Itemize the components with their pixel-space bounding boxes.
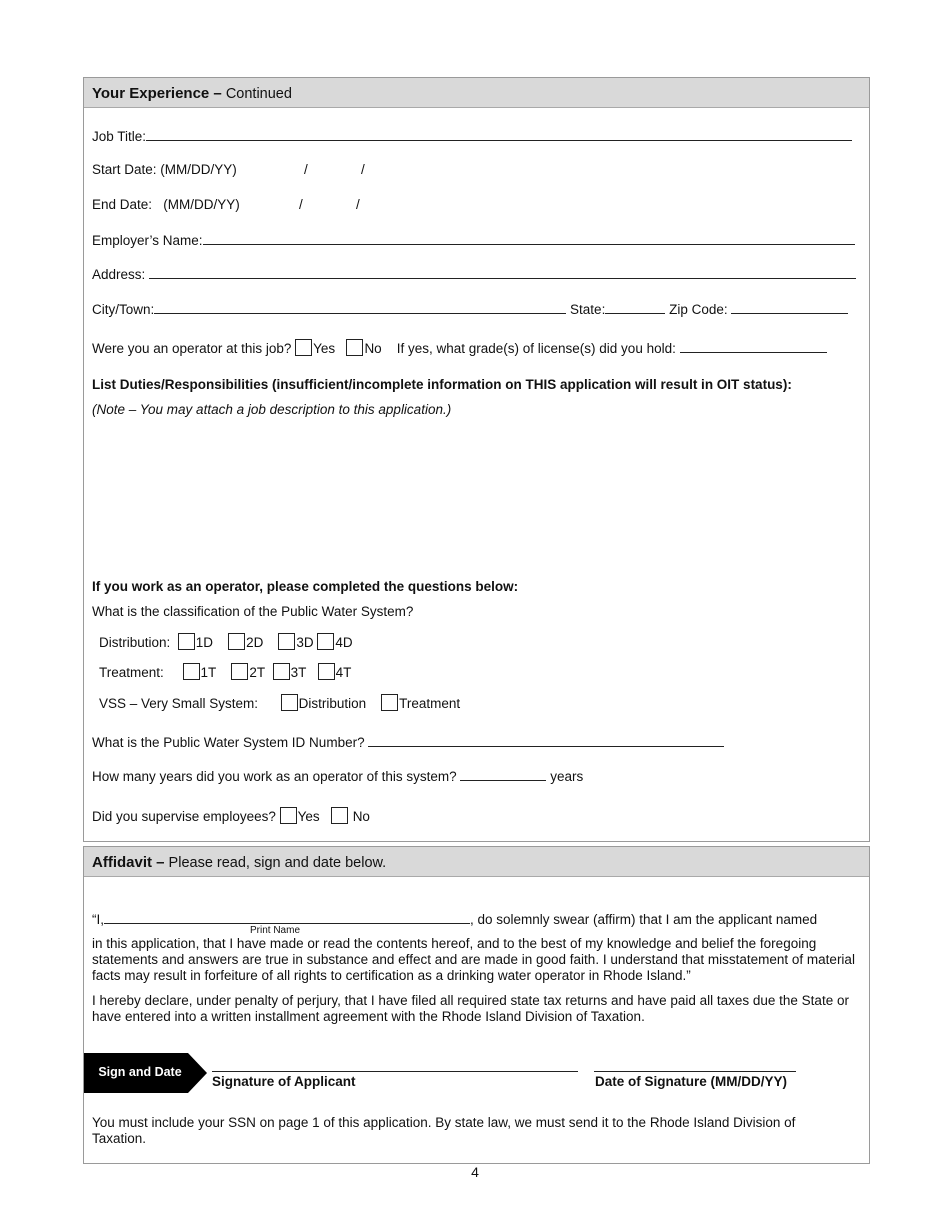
- distribution-2d-label: 2D: [246, 635, 264, 650]
- duties-heading: List Duties/Responsibilities (insufficient/incomplete information on THIS application will result in OIT status):: [92, 377, 792, 392]
- city-row: [92, 301, 848, 318]
- affidavit-header-title: Affidavit –: [92, 854, 165, 871]
- start-date-row: [92, 162, 237, 178]
- pws-id-row: [92, 734, 724, 751]
- zip-field[interactable]: [731, 301, 848, 314]
- start-date-slash-2: /: [361, 162, 365, 177]
- employer-row: [92, 232, 855, 249]
- address-row: [92, 266, 856, 283]
- duties-note: (Note – You may attach a job description to this application.): [92, 402, 452, 417]
- city-label: City/Town:: [92, 302, 155, 317]
- job-title-row: [92, 128, 852, 145]
- operator-yes-checkbox[interactable]: [295, 339, 312, 356]
- address-field[interactable]: [149, 266, 856, 279]
- employer-label: Employer’s Name:: [92, 233, 203, 248]
- treatment-3t-label: 3T: [290, 665, 307, 680]
- supervise-row: [92, 807, 370, 825]
- tax-declaration: I hereby declare, under penalty of perjury, that I have filed all required state tax returns and have paid all taxes due the State or have entered into a written installment agreement with the Rhode Island Division of Taxation.: [92, 993, 849, 1024]
- signature-label: Signature of Applicant: [212, 1074, 356, 1089]
- grade-field[interactable]: [680, 340, 827, 353]
- experience-header: [84, 78, 869, 108]
- treatment-row: [99, 663, 351, 681]
- employer-field[interactable]: [203, 232, 855, 245]
- operator-row: [92, 339, 827, 357]
- pws-id-field[interactable]: [368, 734, 724, 747]
- treatment-4t-label: 4T: [335, 665, 352, 680]
- vss-distribution-label: Distribution: [298, 696, 367, 711]
- supervise-yes-label: Yes: [297, 809, 320, 824]
- end-date-label: End Date: (MM/DD/YY): [92, 197, 240, 212]
- treatment-label: Treatment:: [99, 665, 164, 680]
- experience-header-title: Your Experience –: [92, 85, 222, 102]
- operator-no-label: No: [364, 341, 382, 356]
- duties-area[interactable]: [92, 423, 862, 568]
- distribution-label: Distribution:: [99, 635, 171, 650]
- experience-section: [83, 77, 870, 842]
- operator-yes-label: Yes: [313, 341, 336, 356]
- distribution-4d-checkbox[interactable]: [317, 633, 334, 650]
- affidavit-header-subtitle: Please read, sign and date below.: [168, 855, 387, 871]
- oath-first-line: [92, 911, 817, 928]
- vss-row: [99, 694, 460, 712]
- end-date-slash-2: /: [356, 197, 360, 212]
- oath-open: “I,: [92, 912, 104, 927]
- vss-distribution-checkbox[interactable]: [281, 694, 298, 711]
- vss-treatment-checkbox[interactable]: [381, 694, 398, 711]
- operator-questions-heading: If you work as an operator, please completed the questions below:: [92, 579, 519, 594]
- distribution-3d-checkbox[interactable]: [278, 633, 295, 650]
- date-label: Date of Signature (MM/DD/YY): [595, 1074, 788, 1089]
- years-question: How many years did you work as an operator of this system?: [92, 769, 457, 784]
- ssn-note: You must include your SSN on page 1 of this application. By state law, we must send it to the Rhode Island Division of Taxation.: [92, 1115, 796, 1146]
- distribution-4d-label: 4D: [335, 635, 353, 650]
- distribution-1d-label: 1D: [195, 635, 214, 650]
- job-title-field[interactable]: [146, 128, 852, 141]
- end-date-row: [92, 197, 240, 213]
- distribution-2d-checkbox[interactable]: [228, 633, 245, 650]
- distribution-3d-label: 3D: [296, 635, 314, 650]
- address-label: Address:: [92, 267, 146, 282]
- distribution-row: [99, 633, 353, 651]
- start-date-slash-1: /: [304, 162, 308, 177]
- operator-question: Were you an operator at this job?: [92, 341, 292, 356]
- treatment-4t-checkbox[interactable]: [318, 663, 335, 680]
- treatment-1t-checkbox[interactable]: [183, 663, 200, 680]
- start-date-label: Start Date: (MM/DD/YY): [92, 162, 237, 177]
- supervise-no-checkbox[interactable]: [331, 807, 348, 824]
- affidavit-header: [84, 847, 869, 877]
- signature-field[interactable]: [212, 1071, 578, 1072]
- distribution-1d-checkbox[interactable]: [178, 633, 195, 650]
- state-label: State:: [570, 302, 606, 317]
- sign-and-date-label: Sign and Date: [98, 1065, 182, 1079]
- affidavit-section: [83, 846, 870, 1164]
- job-title-label: Job Title:: [92, 129, 147, 144]
- sign-and-date-tag: [84, 1053, 214, 1093]
- treatment-3t-checkbox[interactable]: [273, 663, 290, 680]
- treatment-1t-label: 1T: [200, 665, 217, 680]
- date-field[interactable]: [594, 1071, 796, 1072]
- classification-question: What is the classification of the Public Water System?: [92, 604, 414, 619]
- oath-body: in this application, that I have made or read the contents hereof, and to the best of my knowledge and belief the foregoing statements and answers are true in substance and effect and are made in good faith. I understand that misstatement of material facts may result in forfeiture of all rights to certification as a drinking water operator in Rhode Island.”: [92, 936, 855, 983]
- end-date-slash-1: /: [299, 197, 303, 212]
- grade-question: If yes, what grade(s) of license(s) did you hold:: [396, 341, 676, 356]
- zip-label: Zip Code:: [669, 302, 728, 317]
- page-number: 4: [471, 1164, 479, 1180]
- print-name-caption: Print Name: [250, 925, 301, 936]
- vss-treatment-label: Treatment: [399, 696, 461, 711]
- city-field[interactable]: [154, 301, 566, 314]
- experience-header-subtitle: Continued: [225, 86, 292, 102]
- operator-no-checkbox[interactable]: [346, 339, 363, 356]
- pws-id-question: What is the Public Water System ID Number?: [92, 735, 365, 750]
- supervise-yes-checkbox[interactable]: [280, 807, 297, 824]
- treatment-2t-label: 2T: [249, 665, 266, 680]
- years-field[interactable]: [460, 768, 546, 781]
- treatment-2t-checkbox[interactable]: [231, 663, 248, 680]
- years-unit: years: [550, 769, 584, 784]
- vss-label: VSS – Very Small System:: [99, 696, 259, 711]
- oath-rest: , do solemnly swear (affirm) that I am the applicant named: [470, 912, 818, 927]
- state-field[interactable]: [605, 301, 665, 314]
- supervise-no-label: No: [352, 809, 370, 824]
- supervise-question: Did you supervise employees?: [92, 809, 276, 824]
- years-row: [92, 768, 583, 785]
